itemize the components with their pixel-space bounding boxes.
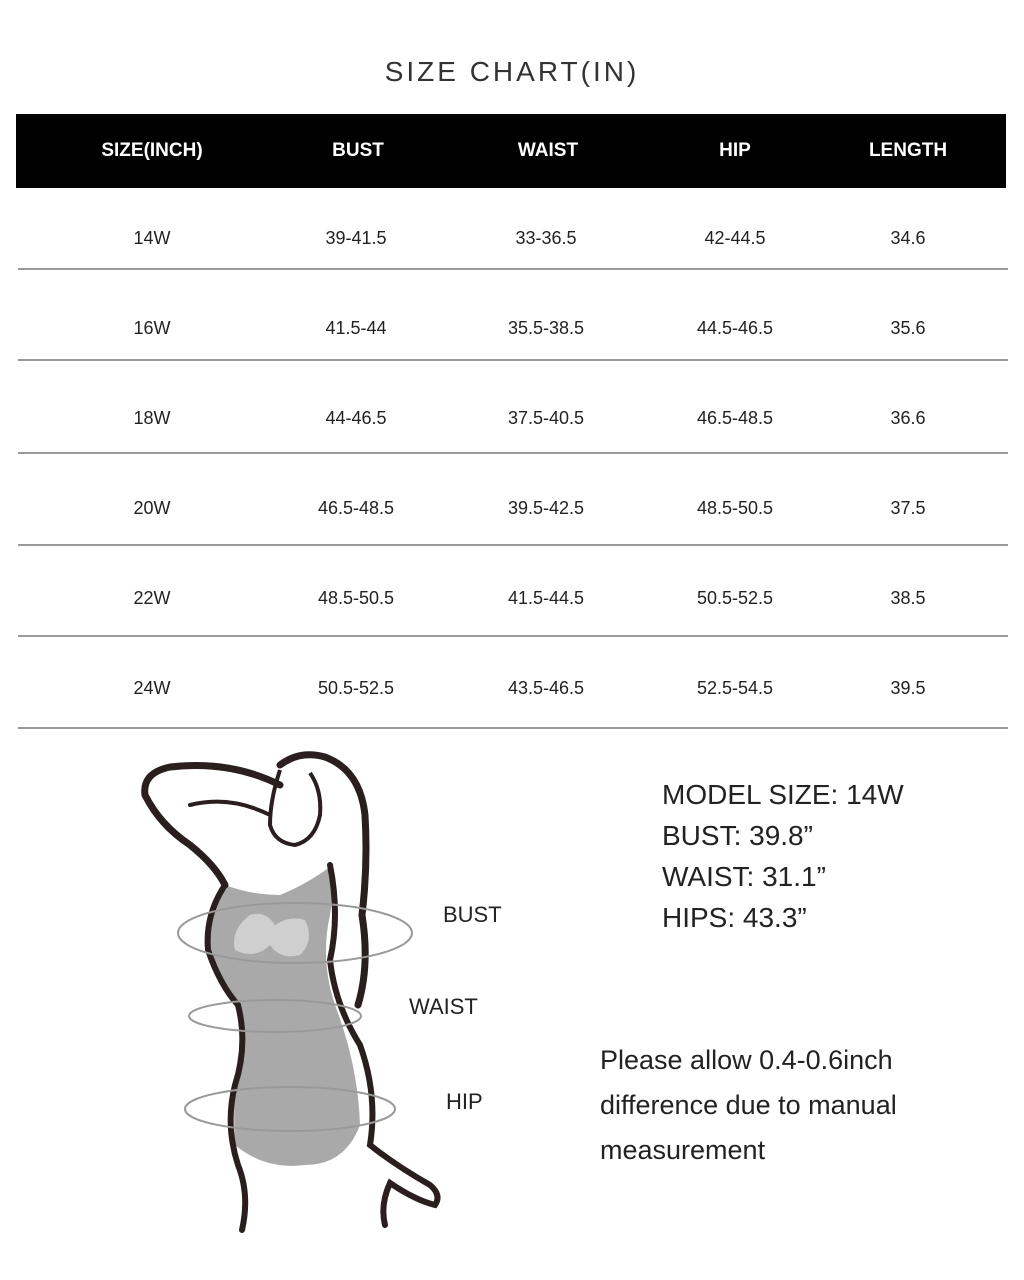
cell-waist: 37.5-40.5 xyxy=(507,408,585,428)
table-header xyxy=(16,114,1006,188)
cell-waist: 43.5-46.5 xyxy=(507,678,585,698)
cell-length: 35.6 xyxy=(890,318,926,338)
cell-length: 38.5 xyxy=(890,588,926,608)
table-row xyxy=(0,463,1024,553)
hip-label: HIP xyxy=(446,1089,483,1114)
table-row xyxy=(0,643,1024,733)
cell-length: 36.6 xyxy=(890,408,926,428)
page-title: SIZE CHART(IN) xyxy=(384,56,640,87)
cell-length: 39.5 xyxy=(890,678,926,698)
row-divider xyxy=(18,268,1008,270)
model-info xyxy=(662,774,904,938)
row-divider xyxy=(18,544,1008,546)
cell-size: 24W xyxy=(133,678,171,698)
cell-size: 14W xyxy=(133,228,171,248)
measurement-note: Please allow 0.4-0.6inch difference due to manual measurement xyxy=(600,1045,897,1165)
cell-bust: 41.5-44 xyxy=(325,318,387,338)
cell-size: 16W xyxy=(133,318,171,338)
col-header-hip: HIP xyxy=(719,140,751,161)
row-divider xyxy=(18,635,1008,637)
cell-hip: 52.5-54.5 xyxy=(696,678,774,698)
col-header-waist: WAIST xyxy=(517,140,579,161)
raised-arm xyxy=(145,765,280,885)
cell-waist: 41.5-44.5 xyxy=(507,588,585,608)
table-row xyxy=(0,553,1024,643)
col-header-length: LENGTH xyxy=(868,140,948,161)
cell-hip: 50.5-52.5 xyxy=(696,588,774,608)
cell-hip: 48.5-50.5 xyxy=(696,498,774,518)
table-row xyxy=(0,373,1024,463)
cell-bust: 46.5-48.5 xyxy=(317,498,395,518)
row-divider xyxy=(18,727,1008,729)
cell-bust: 39-41.5 xyxy=(325,228,387,248)
raised-arm-inner xyxy=(190,802,270,815)
model-size: MODEL SIZE: 14W xyxy=(662,779,904,810)
cell-length: 34.6 xyxy=(890,228,926,248)
cell-size: 20W xyxy=(133,498,171,518)
cell-length: 37.5 xyxy=(890,498,926,518)
cell-waist: 39.5-42.5 xyxy=(507,498,585,518)
col-header-size: SIZE(INCH) xyxy=(101,140,203,161)
cell-hip: 46.5-48.5 xyxy=(696,408,774,428)
body-silhouette-illustration xyxy=(130,745,450,1235)
row-divider xyxy=(18,359,1008,361)
cell-hip: 42-44.5 xyxy=(704,228,766,248)
cell-bust: 50.5-52.5 xyxy=(317,678,395,698)
model-bust: BUST: 39.8” xyxy=(662,820,813,851)
cell-waist: 33-36.5 xyxy=(515,228,577,248)
cell-size: 22W xyxy=(133,588,171,608)
cell-hip: 44.5-46.5 xyxy=(696,318,774,338)
col-header-bust: BUST xyxy=(332,140,384,161)
model-waist: WAIST: 31.1” xyxy=(662,861,826,892)
cell-size: 18W xyxy=(133,408,171,428)
cell-bust: 48.5-50.5 xyxy=(317,588,395,608)
waist-label: WAIST xyxy=(409,994,478,1019)
cell-bust: 44-46.5 xyxy=(325,408,387,428)
cell-waist: 35.5-38.5 xyxy=(507,318,585,338)
row-divider xyxy=(18,452,1008,454)
bust-label: BUST xyxy=(443,902,502,927)
model-hips: HIPS: 43.3” xyxy=(662,902,807,933)
